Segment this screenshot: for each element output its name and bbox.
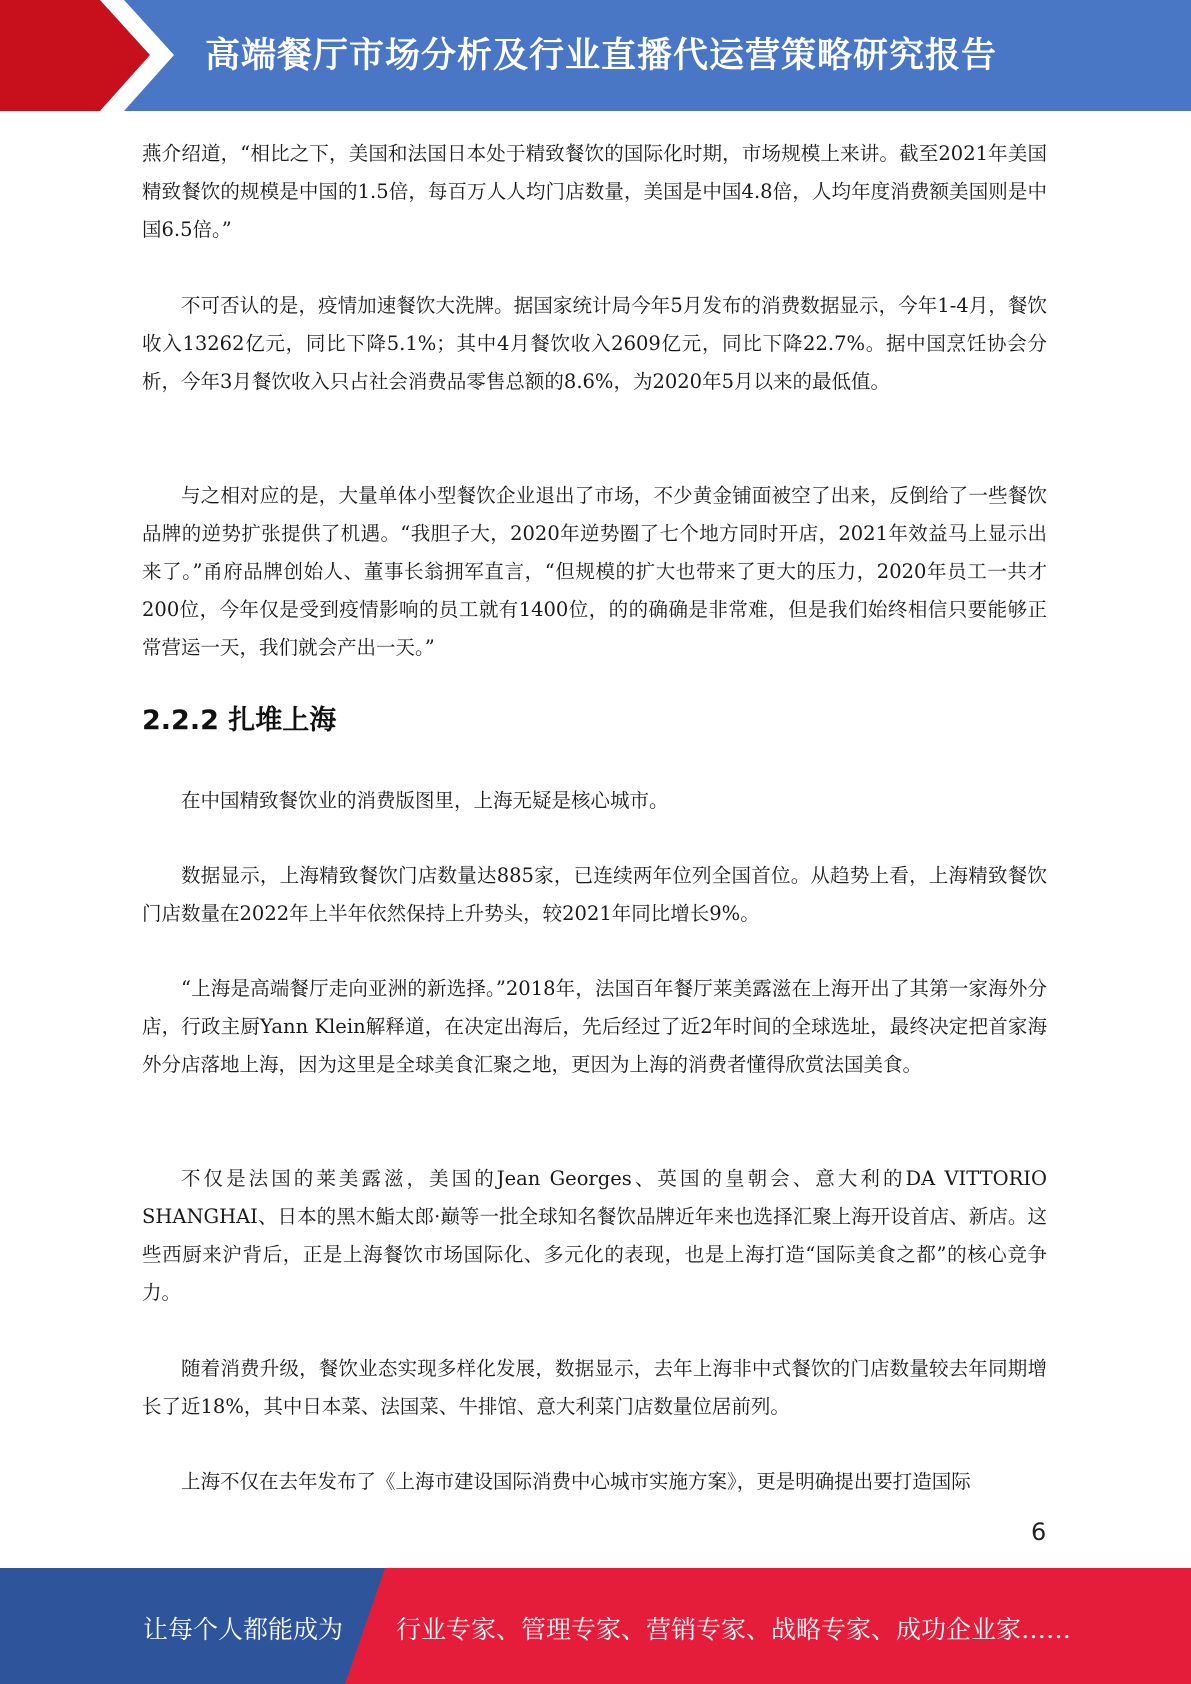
section-heading: 2.2.2 扎堆上海 [142, 705, 337, 736]
paragraph: 不可否认的是，疫情加速餐饮大洗牌。据国家统计局今年5月发布的消费数据显示，今年1-4月，餐饮收入13262亿元，同比下降5.1%；其中4月餐饮收入2609亿元，同比下降22.7%。据中国烹饪协会分析，今年3月餐饮收入只占社会消费品零售总额的8.6%，为2020年5月以来的最低值。 [142, 294, 1047, 393]
header-band [0, 0, 1191, 111]
paragraph: 在中国精致餐饮业的消费版图里，上海无疑是核心城市。 [181, 789, 669, 812]
footer-slogan-left: 让每个人都能成为 [143, 1615, 344, 1644]
report-title: 高端餐厅市场分析及行业直播代运营策略研究报告 [205, 36, 998, 76]
paragraph: “上海是高端餐厅走向亚洲的新选择。”2018年，法国百年餐厅莱美露滋在上海开出了其第一家海外分店，行政主厨Yann Klein解释道，在决定出海后，先后经过了近2年时间的全球选址，最终决定把首家海外分店落地上海，因为这里是全球美食汇聚之地，更因为上海的消费者懂得欣赏法国美食。 [142, 977, 1047, 1076]
page-number: 6 [1031, 1518, 1047, 1546]
paragraph: 上海不仅在去年发布了《上海市建设国际消费中心城市实施方案》，更是明确提出要打造国际 [181, 1470, 971, 1493]
paragraph: 与之相对应的是，大量单体小型餐饮企业退出了市场，不少黄金铺面被空了出来，反倒给了一些餐饮品牌的逆势扩张提供了机遇。“我胆子大，2020年逆势圈了七个地方同时开店，2021年效益马上显示出来了。”甬府品牌创始人、董事长翁拥军直言，“但规模的扩大也带来了更大的压力，2020年员工一共才200位，今年仅是受到疫情影响的员工就有1400位，的的确确是非常难，但是我们始终相信只要能够正常营运一天，我们就会产出一天。” [142, 484, 1047, 659]
paragraph: 随着消费升级，餐饮业态实现多样化发展，数据显示，去年上海非中式餐饮的门店数量较去年同期增长了近18%，其中日本菜、法国菜、牛排馆、意大利菜门店数量位居前列。 [142, 1357, 1047, 1418]
paragraph: 数据显示，上海精致餐饮门店数量达885家，已连续两年位列全国首位。从趋势上看，上海精致餐饮门店数量在2022年上半年依然保持上升势头，较2021年同比增长9%。 [142, 864, 1047, 925]
header-chevron-icon [0, 0, 240, 111]
footer-slogan-right: 行业专家、管理专家、营销专家、战略专家、成功企业家…… [396, 1615, 1072, 1644]
paragraph: 不仅是法国的莱美露滋，美国的Jean Georges、英国的皇朝会、意大利的DA VITTORIO SHANGHAI、日本的黑木鮨太郎·巅等一批全球知名餐饮品牌近年来也选择汇聚上海开设首店、新店。这些西厨来沪背后，正是上海餐饮市场国际化、多元化的表现，也是上海打造“国际美食之都”的核心竞争力。 [142, 1167, 1047, 1304]
paragraph: 燕介绍道，“相比之下，美国和法国日本处于精致餐饮的国际化时期，市场规模上来讲。截至2021年美国精致餐饮的规模是中国的1.5倍，每百万人人均门店数量，美国是中国4.8倍，人均年度消费额美国则是中国6.5倍。” [142, 142, 1047, 241]
